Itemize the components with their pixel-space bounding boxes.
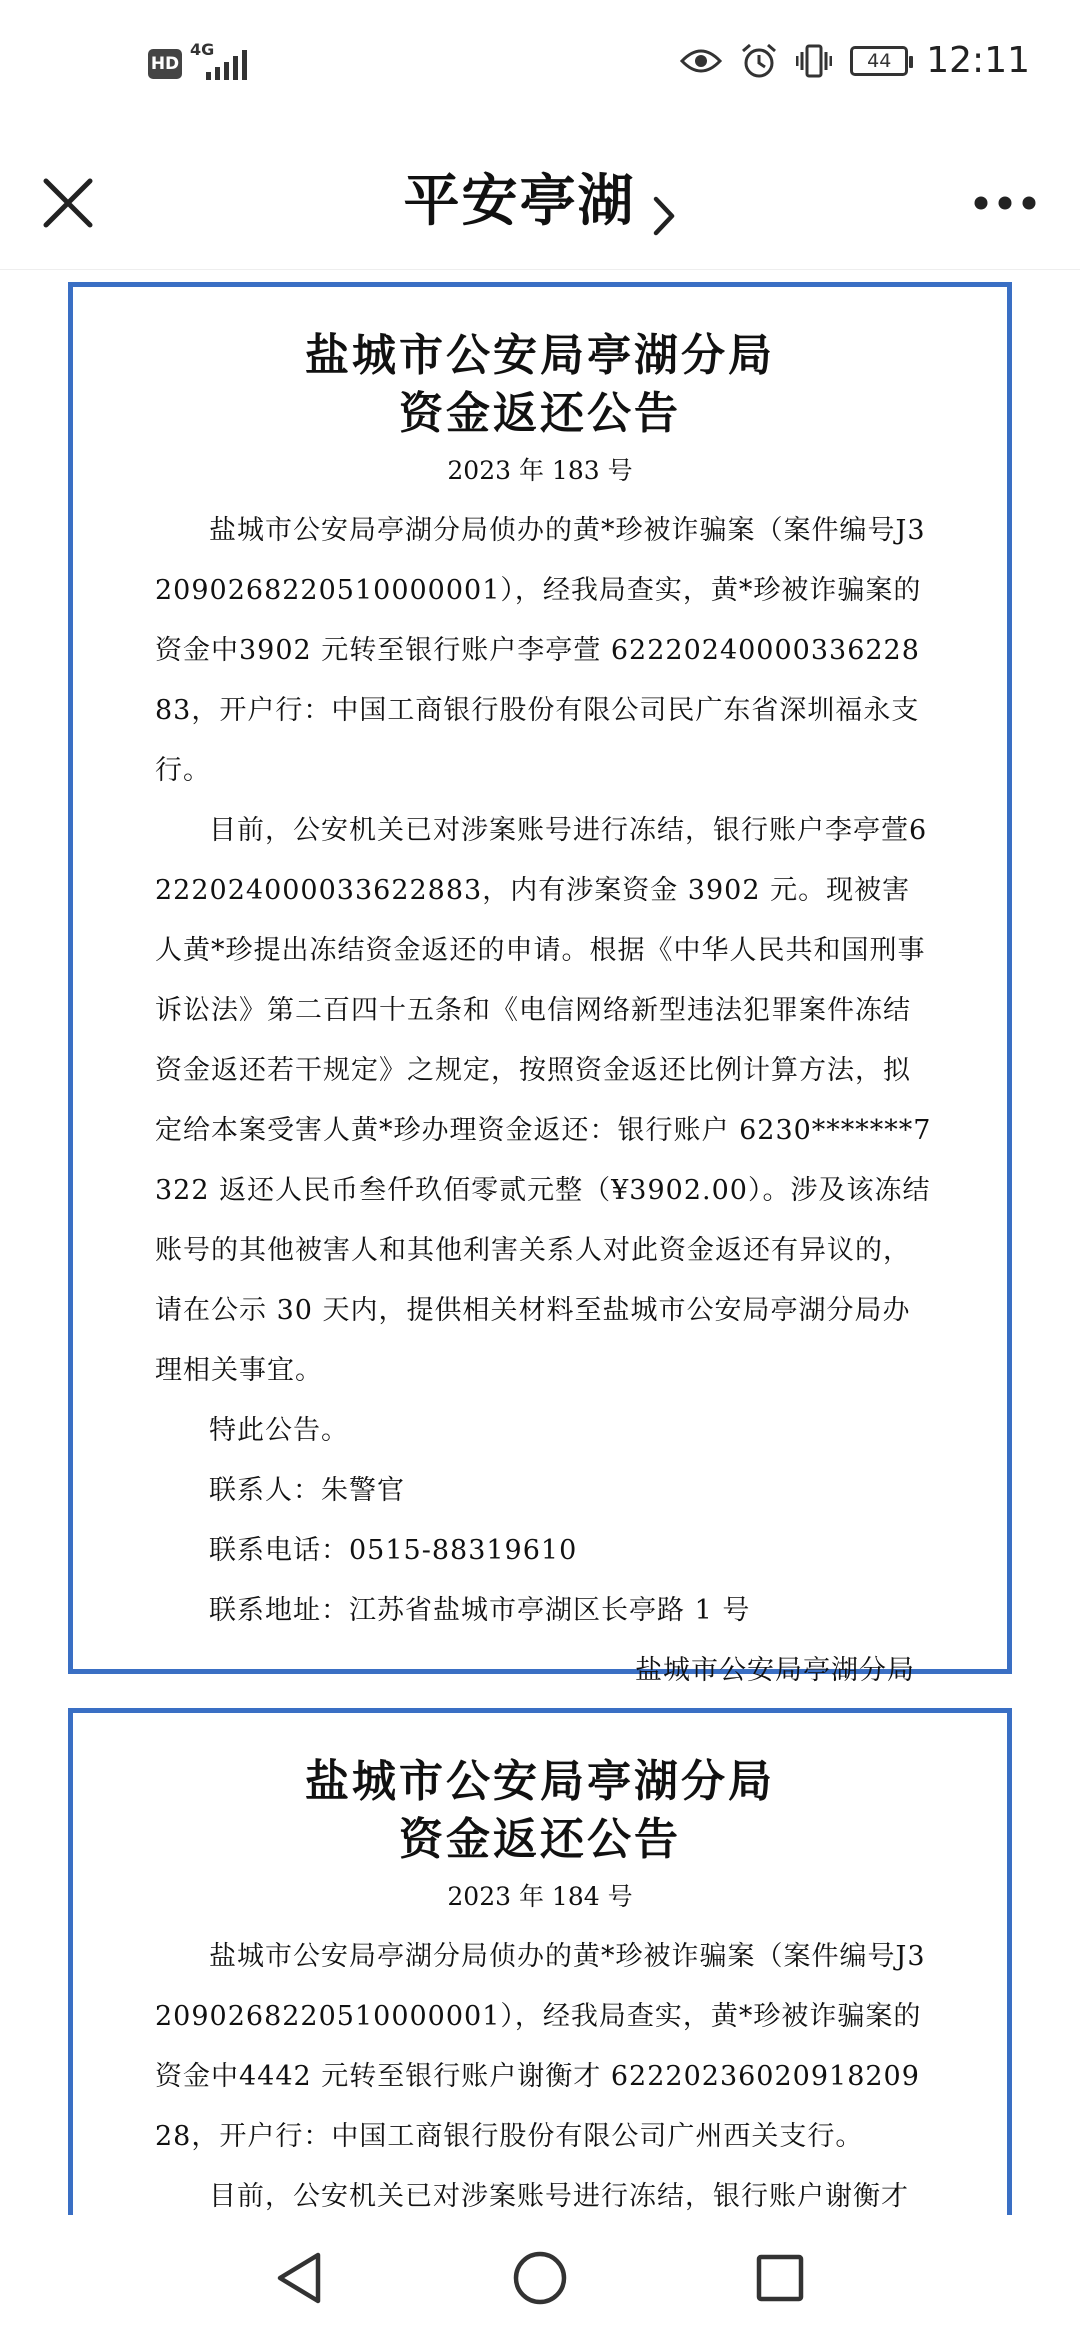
signal-indicator bbox=[190, 40, 250, 84]
back-triangle-icon bbox=[274, 2250, 326, 2306]
back-button[interactable] bbox=[265, 2243, 335, 2313]
alarm-icon bbox=[740, 42, 778, 80]
recents-square-icon bbox=[755, 2253, 805, 2303]
system-navigation-bar bbox=[0, 2215, 1080, 2340]
signature-org: 盐城市公安局亭湖分局 bbox=[635, 1655, 915, 1686]
notice-card bbox=[68, 282, 1012, 1686]
status-left-icons bbox=[148, 40, 250, 84]
contact-phone: 联系电话：0515-88319610 bbox=[209, 1535, 578, 1566]
title-bar bbox=[0, 135, 1080, 270]
status-right-icons bbox=[680, 40, 1030, 81]
home-circle-icon bbox=[512, 2250, 568, 2306]
hd-badge: HD bbox=[148, 49, 182, 79]
notice-paragraph: 盐城市公安局亭湖分局侦办的黄*珍被诈骗案（案件编号J32090268220510000001），经我局查实，黄*珍被诈骗案的资金中3902 元转至银行账户李亭萱 6222024000033622883，开户行：中国工商银行股份有限公司民广东省深圳福永支行。 bbox=[155, 515, 926, 786]
contact-person: 联系人：朱警官 bbox=[209, 1475, 405, 1506]
home-button[interactable] bbox=[505, 2243, 575, 2313]
notice-paragraph: 盐城市公安局亭湖分局侦办的黄*珍被诈骗案（案件编号J32090268220510000001），经我局查实，黄*珍被诈骗案的资金中4442 元转至银行账户谢衡才 6222023602091820928，开户行：中国工商银行股份有限公司广州西关支行。 bbox=[155, 1941, 926, 2152]
clock: 12:11 bbox=[926, 40, 1030, 81]
vibrate-icon bbox=[796, 44, 832, 78]
network-type-label: 4G bbox=[190, 40, 215, 59]
chevron-right-icon bbox=[651, 195, 677, 237]
notice-number: 2023 年 183 号 bbox=[447, 456, 633, 485]
recents-button[interactable] bbox=[745, 2243, 815, 2313]
notice-body bbox=[73, 501, 1007, 1761]
notice-title-line2: 资金返还公告 bbox=[399, 1814, 681, 1865]
notice-title-line2: 资金返还公告 bbox=[399, 388, 681, 439]
contact-address: 联系地址：江苏省盐城市亭湖区长亭路 1 号 bbox=[209, 1595, 751, 1626]
battery-level: 44 bbox=[867, 49, 892, 72]
notice-title-line1: 盐城市公安局亭湖分局 bbox=[305, 1756, 775, 1807]
notice-card bbox=[68, 1708, 1012, 2268]
page-title-link[interactable] bbox=[0, 157, 1080, 237]
page-title: 平安亭湖 bbox=[403, 169, 636, 234]
signal-bars-icon bbox=[204, 50, 250, 82]
notice-paragraph: 目前，公安机关已对涉案账号进行冻结，银行账户谢衡才 bbox=[209, 2181, 909, 2212]
more-options-button[interactable] bbox=[960, 165, 1050, 241]
status-bar bbox=[0, 0, 1080, 135]
notice-number: 2023 年 184 号 bbox=[447, 1882, 633, 1911]
more-dots-icon bbox=[973, 195, 1037, 211]
notice-closing: 特此公告。 bbox=[209, 1415, 349, 1446]
eye-comfort-icon bbox=[680, 47, 722, 75]
notice-title-line1: 盐城市公安局亭湖分局 bbox=[305, 330, 775, 381]
battery-icon bbox=[850, 46, 908, 76]
notice-paragraph: 目前，公安机关已对涉案账号进行冻结，银行账户李亭萱6222024000033622883，内有涉案资金 3902 元。现被害人黄*珍提出冻结资金返还的申请。根据《中华人民共和国刑事诉讼法》第二百四十五条和《电信网络新型违法犯罪案件冻结资金返还若干规定》之规定，按照资金返还比例计算方法，拟定给本案受害人黄*珍办理资金返还：银行账户 6230*******7322 返还人民币叁仟玖佰零贰元整（¥3902.00）。涉及该冻结账号的其他被害人和其他利害关系人对此资金返还有异议的，请在公示 30 天内，提供相关材料至盐城市公安局亭湖分局办理相关事宜。 bbox=[155, 815, 932, 1386]
notice-body bbox=[73, 1927, 1007, 2227]
